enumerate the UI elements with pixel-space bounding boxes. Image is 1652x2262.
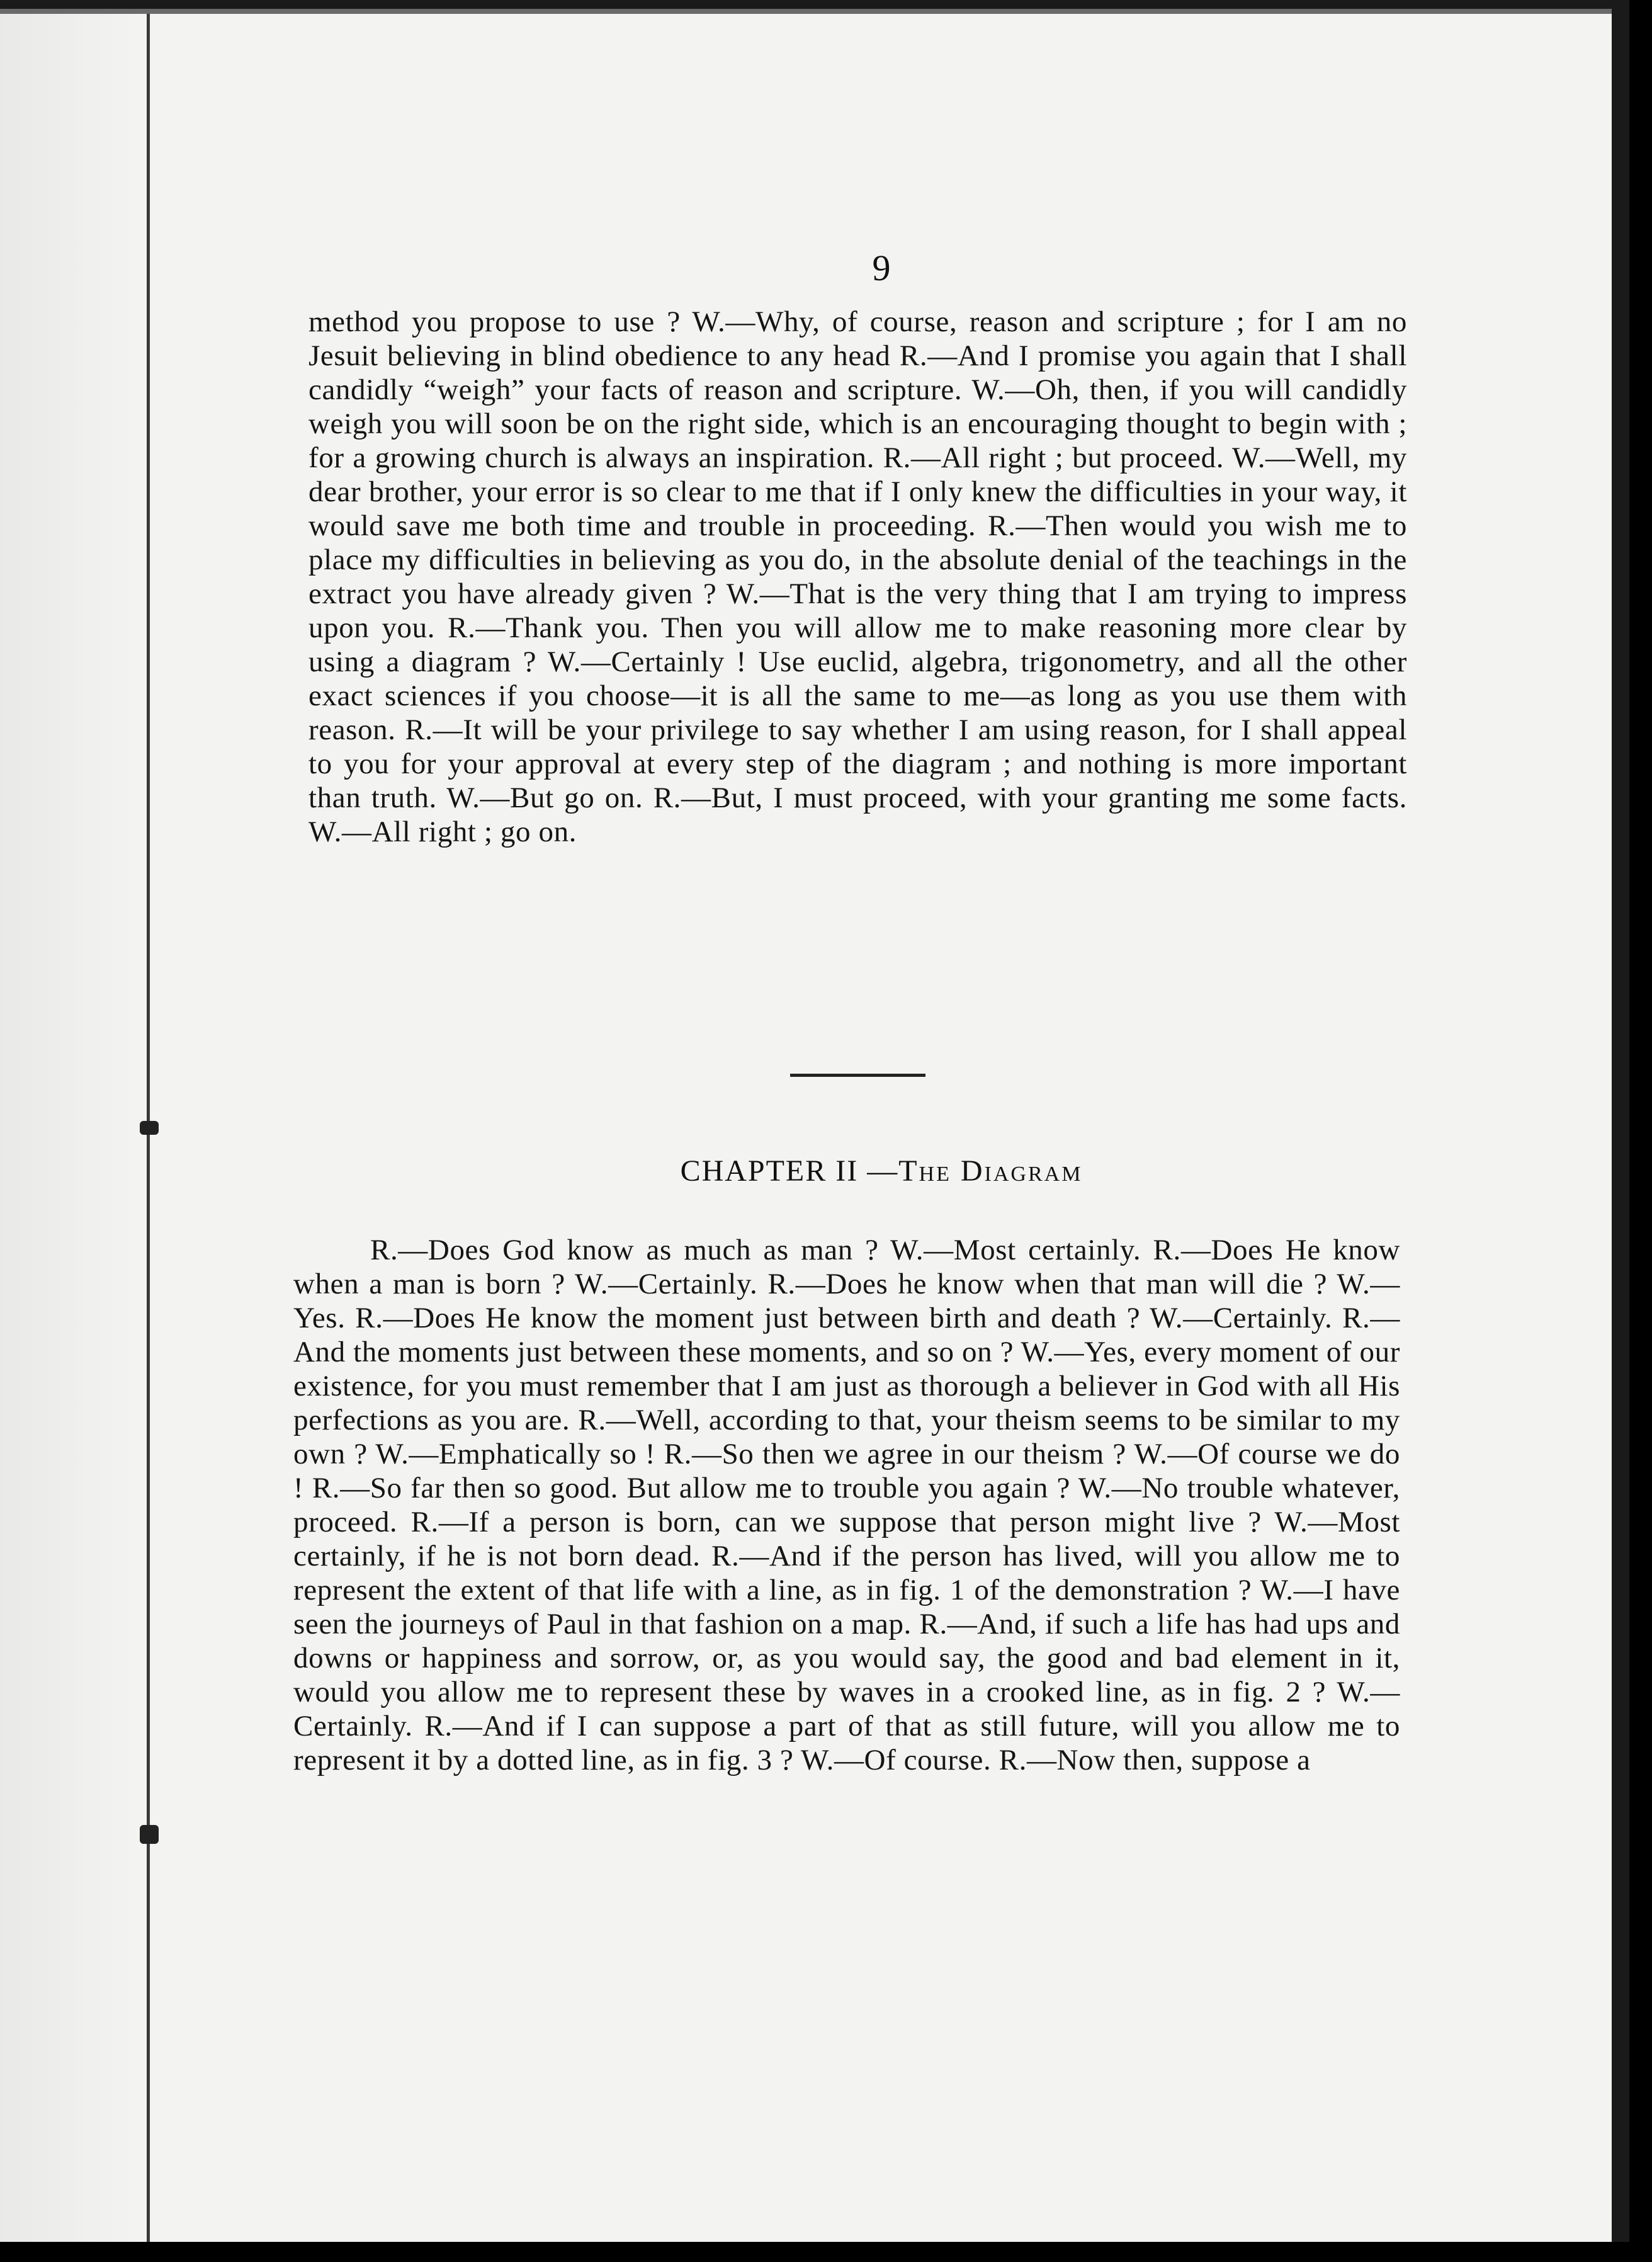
paragraph-dialogue-continued: method you propose to use ? W.—Why, of course, reason and scripture ; for I am no Jesuit believing in blind obedience to any head R.—And I promise you again that I shall candidly “weigh” your facts of reason and scripture. W.—Oh, then, if you will candidly weigh you will soon be on the right side, which is an encouraging thought to begin with ; for a growing church is always an inspiration. R.—All right ; but proceed. W.—Well, my dear brother, your error is so clear to me that if I only knew the difficulties in your way, it would save me both time and trouble in proceeding. R.—Then would you wish me to place my difficulties in believing as you do, in the absolute denial of the teachings in the extract you have already given ? W.—That is the very thing that I am trying to impress upon you. R.—Thank you. Then you will allow me to make reasoning more clear by using a diagram ? W.—Certainly ! Use euclid, algebra, trigonometry, and all the other exact sciences if you choose—it is all the same to me—as long as you use them with reason. R.—It will be your privilege to say whether I am using reason, for I shall appeal to you for your approval at every step of the diagram ; and nothing is more important than truth. W.—But go on. R.—But, I must proceed, with your granting me some facts. W.—All right ; go on. [308,305,1407,848]
binding-mark [140,1825,159,1844]
chapter-number: CHAPTER II — [680,1154,899,1188]
chapter-title: The Diagram [898,1154,1083,1188]
binding-mark [140,1121,159,1135]
page-number: 9 [872,247,891,288]
paragraph-chapter-opening: R.—Does God know as much as man ? W.—Most certainly. R.—Does He know when a man is born ? W.—Certainly. R.—Does he know when that man will die ? W.—Yes. R.—Does He know the moment just between birth and death ? W.—Certainly. R.—And the moments just between these moments, and so on ? W.—Yes, every moment of our existence, for you must remember that I am just as thorough a believer in God with all His perfections as you are. R.—Well, according to that, your theism seems to be similar to my own ? W.—Emphatically so ! R.—So then we agree in our theism ? W.—Of course we do ! R.—So far then so good. But allow me to trouble you again ? W.—No trouble whatever, proceed. R.—If a person is born, can we suppose that person might live ? W.—Most certainly, if he is not born dead. R.—And if the person has lived, will you allow me to represent the extent of that life with a line, as in fig. 1 of the demonstration ? W.—I have seen the journeys of Paul in that fashion on a map. R.—And, if such a life has had ups and downs or happiness and sorrow, or, as you would say, the good and bad element in it, would you allow me to represent these by waves in a crooked line, as in fig. 2 ? W.—Certainly. R.—And if I can suppose a part of that as still future, will you allow me to represent it by a dotted line, as in fig. 3 ? W.—Of course. R.—Now then, suppose a [293,1234,1400,1776]
section-divider [790,1074,925,1077]
right-scan-edge [1612,0,1629,2242]
chapter-heading [0,1154,1652,1188]
gutter-shadow [0,0,147,2242]
top-scan-edge [0,0,1629,14]
